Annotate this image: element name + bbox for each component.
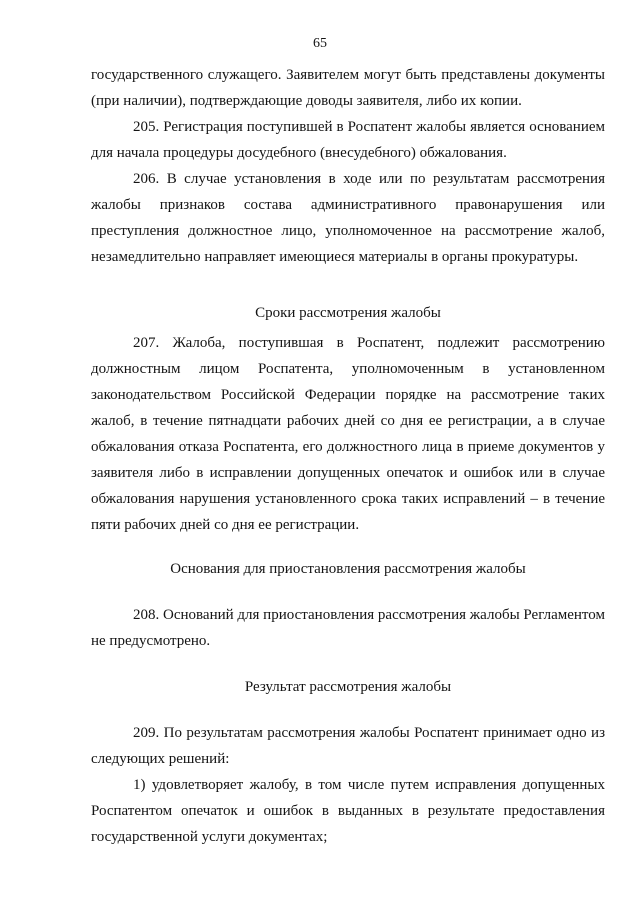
paragraph-209-item-1: 1) удовлетворяет жалобу, в том числе путем исправления допущенных Роспатентом опечаток и ошибок в выданных в результате предоставления государственной услуги документах; [91, 777, 605, 845]
heading-review-result: Результат рассмотрения жалобы [244, 679, 452, 695]
paragraph-continuation: государственного служащего. Заявителем могут быть представлены документы (при наличии), подтверждающие доводы заявителя, либо их копии. [91, 67, 605, 109]
paragraph-209: 209. По результатам рассмотрения жалобы Роспатент принимает одно из следующих решений: [91, 725, 605, 767]
paragraph-206: 206. В случае установления в ходе или по результатам рассмотрения жалобы признаков состава административного правонарушения или преступления должностное лицо, уполномоченное на рассмотрение жалоб, незамедлительно направляет имеющиеся материалы в органы прокуратуры. [91, 171, 605, 265]
paragraph-205: 205. Регистрация поступившей в Роспатент жалобы является основанием для начала процедуры досудебного (внесудебного) обжалования. [91, 119, 605, 161]
page-number: 65 [313, 36, 327, 51]
heading-review-terms: Сроки рассмотрения жалобы [255, 305, 441, 321]
heading-suspension-grounds: Основания для приостановления рассмотрения жалобы [170, 561, 526, 577]
paragraph-208: 208. Оснований для приостановления рассмотрения жалобы Регламентом не предусмотрено. [91, 607, 605, 649]
paragraph-207: 207. Жалоба, поступившая в Роспатент, подлежит рассмотрению должностным лицом Роспатента, уполномоченным в установленном законодательством Российской Федерации порядке на рассмотрение таких жалоб, в течение пятнадцати рабочих дней со дня ее регистрации, а в случае обжалования отказа Роспатента, его должностного лица в приеме документов у заявителя либо в исправлении допущенных опечаток и ошибок или в случае обжалования нарушения установленного срока таких исправлений – в течение пяти рабочих дней со дня ее регистрации. [91, 335, 605, 533]
document-body [91, 62, 605, 850]
